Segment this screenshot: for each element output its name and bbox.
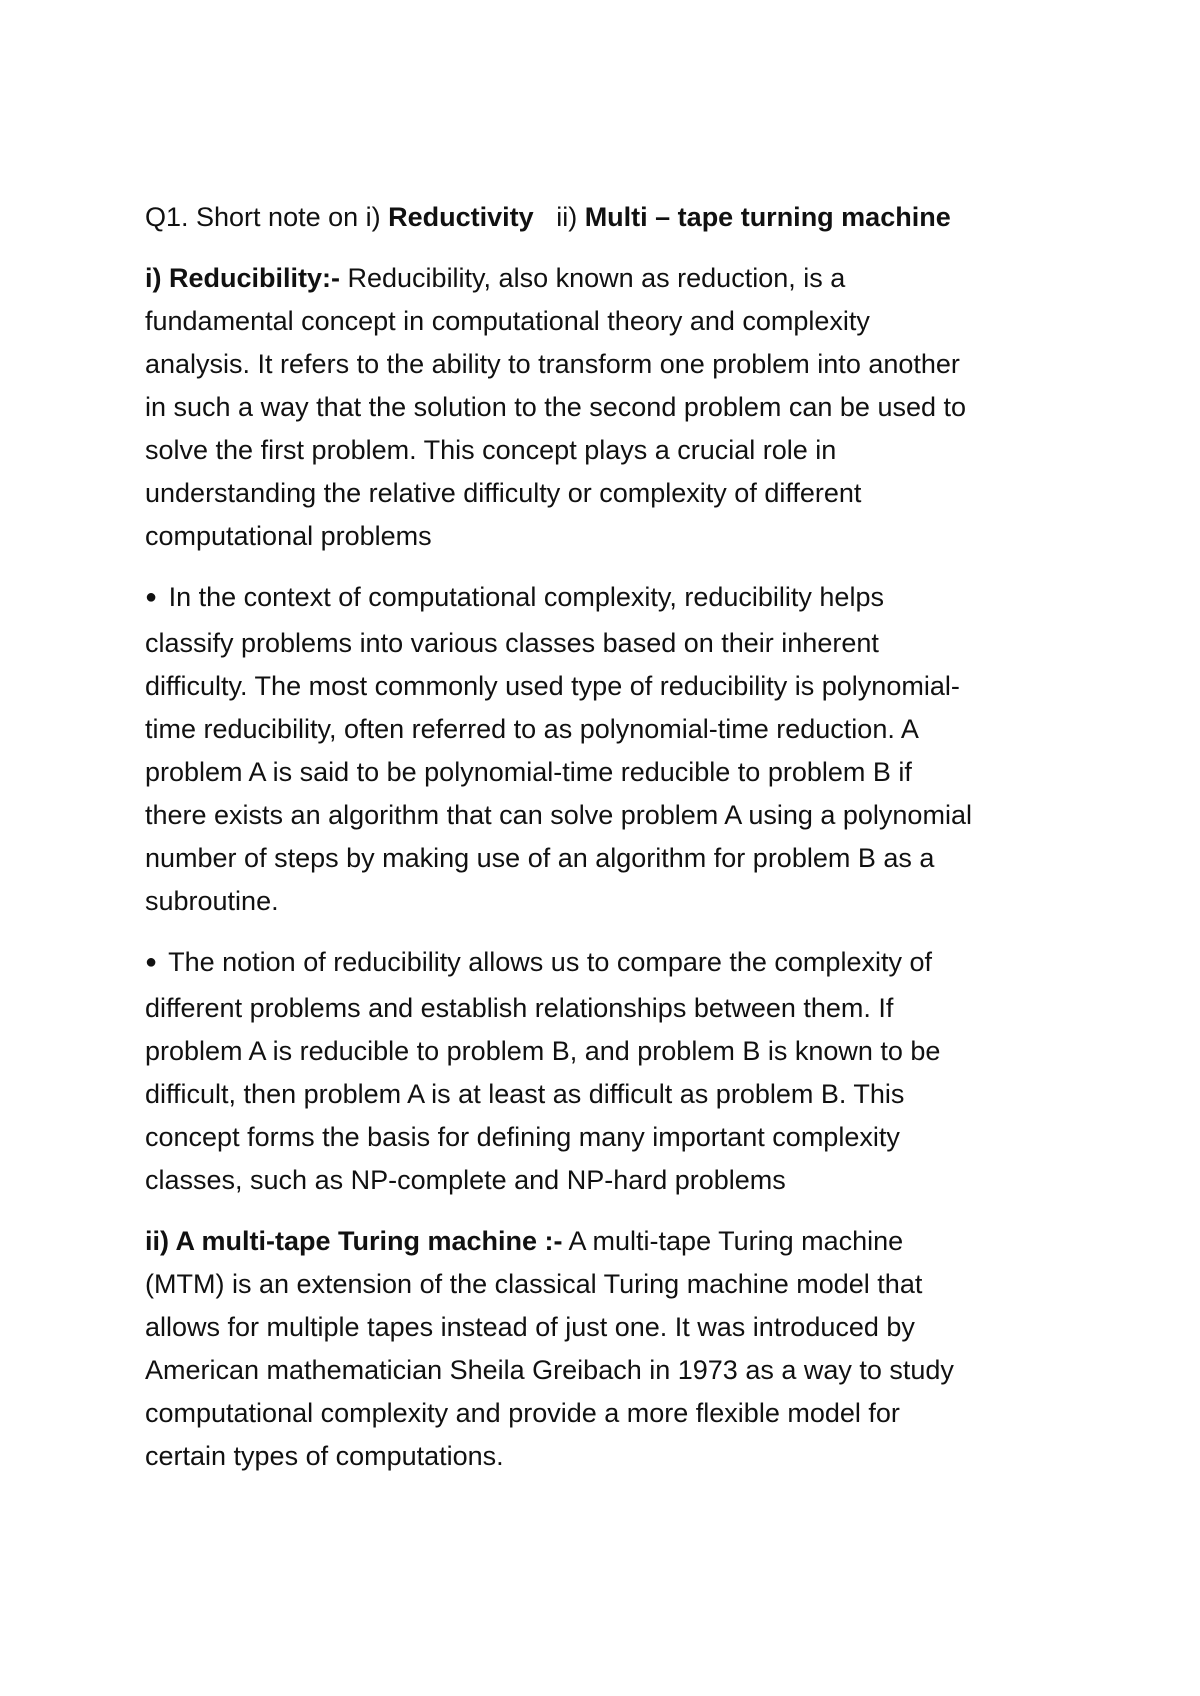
bullet2-line: problem A is reducible to problem B, and problem B is known to be <box>145 1036 941 1066</box>
multitape-line: (MTM) is an extension of the classical Turing machine model that <box>145 1269 923 1299</box>
reducibility-text: Reducibility, also known as reduction, is a <box>340 263 846 293</box>
multitape-line-0 <box>145 1220 1075 1263</box>
bullet1-line: classify problems into various classes based on their inherent <box>145 628 879 658</box>
reducibility-line-0 <box>145 257 1075 300</box>
reducibility-heading: i) Reducibility:- <box>145 263 340 293</box>
question-topic-2: Multi – tape turning machine <box>584 202 951 232</box>
question-title <box>145 196 1075 239</box>
bullet1-line: subroutine. <box>145 886 279 916</box>
bullet2-text: The notion of reducibility allows us to compare the complexity of <box>161 947 932 977</box>
multitape-line: certain types of computations. <box>145 1441 504 1471</box>
bullet2-line-0 <box>145 941 1075 987</box>
bullet-icon: ● <box>145 586 158 608</box>
question-topic-1: Reductivity <box>388 202 534 232</box>
bullet2-line: classes, such as NP-complete and NP-hard problems <box>145 1165 786 1195</box>
reducibility-section <box>145 257 1075 558</box>
question-mid: ii) <box>533 202 585 232</box>
bullet-paragraph-2 <box>145 941 1075 1202</box>
bullet2-line: different problems and establish relationships between them. If <box>145 993 894 1023</box>
bullet2-line: difficult, then problem A is at least as difficult as problem B. This <box>145 1079 905 1109</box>
bullet1-line-0 <box>145 576 1075 622</box>
bullet1-line: problem A is said to be polynomial-time reducible to problem B if <box>145 757 912 787</box>
reducibility-line: solve the first problem. This concept plays a crucial role in <box>145 435 837 465</box>
bullet1-line: number of steps by making use of an algorithm for problem B as a <box>145 843 935 873</box>
multitape-line: American mathematician Sheila Greibach in 1973 as a way to study <box>145 1355 954 1385</box>
question-line <box>145 196 1075 239</box>
multitape-line: computational complexity and provide a more flexible model for <box>145 1398 900 1428</box>
bullet1-line: difficulty. The most commonly used type of reducibility is polynomial- <box>145 671 960 701</box>
document-page <box>145 196 1075 1496</box>
multitape-section <box>145 1220 1075 1478</box>
bullet-paragraph-1 <box>145 576 1075 923</box>
reducibility-line: in such a way that the solution to the second problem can be used to <box>145 392 967 422</box>
bullet1-line: there exists an algorithm that can solve problem A using a polynomial <box>145 800 972 830</box>
bullet2-line: concept forms the basis for defining many important complexity <box>145 1122 900 1152</box>
reducibility-line: computational problems <box>145 521 432 551</box>
reducibility-line: understanding the relative difficulty or complexity of different <box>145 478 862 508</box>
multitape-text: A multi-tape Turing machine <box>562 1226 904 1256</box>
question-prefix: Q1. Short note on i) <box>145 202 389 232</box>
reducibility-line: analysis. It refers to the ability to transform one problem into another <box>145 349 960 379</box>
bullet-icon: ● <box>145 951 158 973</box>
reducibility-line: fundamental concept in computational theory and complexity <box>145 306 870 336</box>
multitape-heading: ii) A multi-tape Turing machine :- <box>145 1226 563 1256</box>
bullet1-text: In the context of computational complexity, reducibility helps <box>161 582 884 612</box>
multitape-line: allows for multiple tapes instead of just one. It was introduced by <box>145 1312 915 1342</box>
bullet1-line: time reducibility, often referred to as polynomial-time reduction. A <box>145 714 919 744</box>
